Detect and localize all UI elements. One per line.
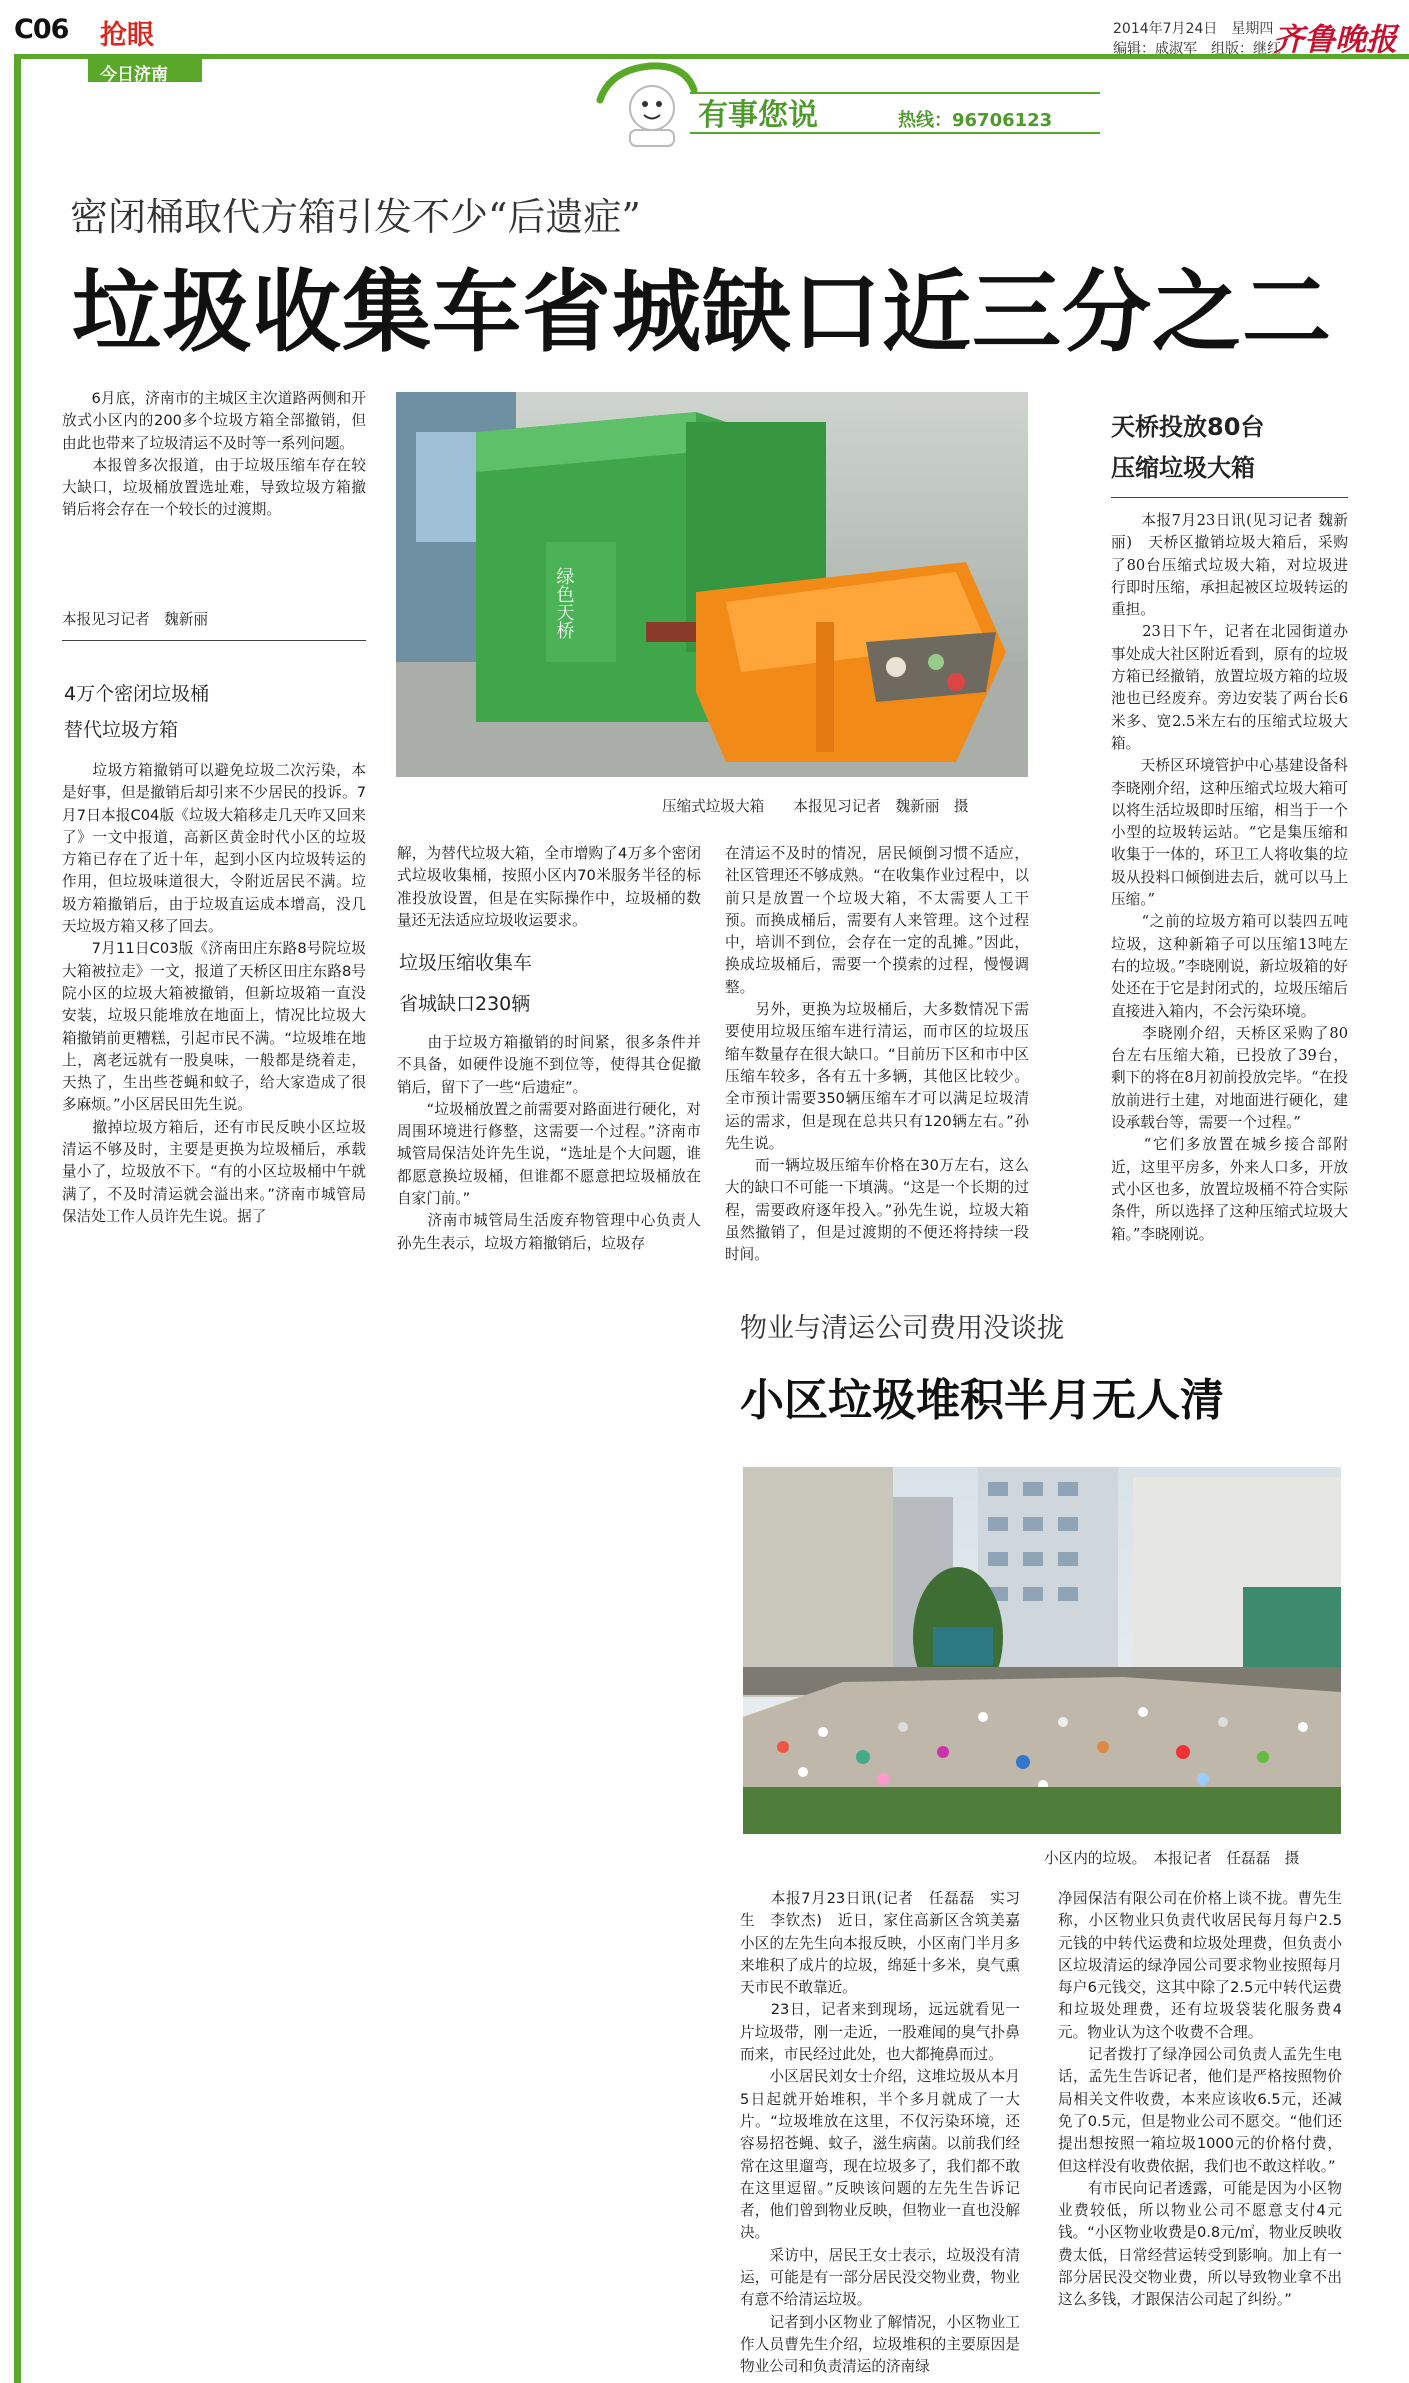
- article1-col2-body-bottom: 由于垃圾方箱撤销的时间紧，很多条件并不具备，如硬件设施不到位等，使得其仓促撤销后，留下了一些“后遗症”。 “垃圾桶放置之前需要对路面进行硬化，对周围环境进行修整，这需要一个过程。”济南市城管局保洁处许先生说，“选址是个大问题，谁都愿意换垃圾桶，但谁都不愿意把垃圾桶放在自家门前。” 济南市城管局生活废弃物管理中心负责人孙先生表示，垃圾方箱撤销后，垃圾存: [397, 1034, 701, 1252]
- article1-subhead2-line2: 省城缺口230辆: [399, 993, 531, 1015]
- article1-subhead1-line2: 替代垃圾方箱: [64, 719, 179, 741]
- editors-line: 编辑：戚淑军 组版：继红: [1113, 41, 1281, 57]
- compressor-photo-caption: 压缩式垃圾大箱 本报见习记者 魏新丽 摄: [662, 798, 969, 815]
- subsection-label: 今日济南: [100, 65, 168, 85]
- article2-kicker: 物业与清运公司费用没谈拢: [740, 1313, 1064, 1344]
- garbage-pile-photo-caption: 小区内的垃圾。 本报记者 任磊磊 摄: [1044, 1850, 1300, 1867]
- article1-headline: 垃圾收集车省城缺口近三分之二: [72, 260, 1332, 364]
- article1-lead: 6月底，济南市的主城区主次道路两侧和开放式小区内的200多个垃圾方箱全部撤销，但由此也带来了垃圾清运不及时等一系列问题。 本报曾多次报道，由于垃圾压缩车存在较大缺口，垃圾桶放置选址难，导致垃圾方箱撤销后将会存在一个较长的过渡期。: [62, 390, 366, 519]
- masthead-logo: 齐鲁晚报: [1273, 22, 1397, 58]
- article2-col1-body: 本报7月23日讯(记者 任磊磊 实习生 李钦杰) 近日，家住高新区含筑美嘉小区的左先生向本报反映，小区南门半月多来堆积了成片的垃圾，绵延十多米，臭气熏天市民不敢靠近。 23日，记者来到现场，远远就看见一片垃圾带，刚一走近，一股难闻的臭气扑鼻而来，市民经过此处，也大都掩鼻而过。 小区居民刘女士介绍，这堆垃圾从本月5日起就开始堆积，半个多月就成了一大片。“垃圾堆放在这里，不仅污染环境，还容易招苍蝇、蚊子，滋生病菌。以前我们经常在这里遛弯，现在垃圾多了，我们都不敢在这里逗留。”反映该问题的左先生告诉记者，他们曾到物业反映，但物业一直也没解决。 采访中，居民王女士表示，垃圾没有清运，可能是有一部分居民没交物业费，物业有意不给清运垃圾。 记者到小区物业了解情况，小区物业工作人员曹先生介绍，垃圾堆积的主要原因是物业公司和负责清运的济南绿: [740, 1890, 1020, 2376]
- sidebar-title-line1: 天桥投放80台: [1111, 413, 1265, 441]
- hotline-number: 热线：96706123: [898, 110, 1053, 131]
- article2-col2-body: 净园保洁有限公司在价格上谈不拢。曹先生称，小区物业只负责代收居民每月每户2.5元钱的中转代运费和垃圾处理费，但负责小区垃圾清运的绿净园公司要求物业按照每月每户6元钱交，这其中除了2.5元中转代运费和垃圾处理费，还有垃圾袋装化服务费4元。物业认为这个收费不合理。 记者拨打了绿净园公司负责人孟先生电话，孟先生告诉记者，他们是严格按照物价局相关文件收费，本来应该收6.5元，还减免了0.5元，但是物业公司不愿交。“他们还提出想按照一箱垃圾1000元的价格付费，但这样没有收费依据，我们也不敢这样收。” 有市民向记者透露，可能是因为小区物业费较低，所以物业公司不愿意支付4元钱。“小区物业收费是0.8元/㎡，物业反映收费太低，日常经营运转受到影响。加上有一部分居民没交物业费，所以导致物业拿不出这么多钱，才跟保洁公司起了纠纷。”: [1058, 1890, 1342, 2309]
- sidebar-body: 本报7月23日讯(见习记者 魏新丽) 天桥区撤销垃圾大箱后，采购了80台压缩式垃圾大箱，对垃圾进行即时压缩，承担起被区垃圾转运的重担。 23日下午，记者在北园街道办事处成大社区附近看到，原有的垃圾方箱已经撤销，放置垃圾方箱的垃圾池也已经废弃。旁边安装了两台长6米多、宽2.5米左右的压缩式垃圾大箱。 天桥区环境管护中心基建设备科李晓刚介绍，这种压缩式垃圾大箱可以将生活垃圾即时压缩，相当于一个小型的垃圾转运站。“它是集压缩和收集于一体的，环卫工人将收集的垃圾从投料口倾倒进去后，就可以马上压缩。” “之前的垃圾方箱可以装四五吨垃圾，这种新箱子可以压缩13吨左右的垃圾。”李晓刚说，新垃圾箱的好处还在于它是封闭式的，垃圾压缩后直接进入箱内，不会污染环境。 李晓刚介绍，天桥区采购了80台左右压缩大箱，已投放了39台，剩下的将在8月初前投放完毕。“在投放前进行土建，对地面进行硬化，建设承载台等，需要一个过程。” “它们多放置在城乡接合部附近，这里平房多，外来人口多，开放式小区也多，放置垃圾桶不符合实际条件，所以选择了这种压缩式垃圾大箱。”李晓刚说。: [1111, 512, 1348, 1243]
- article2-headline: 小区垃圾堆积半月无人清: [740, 1375, 1224, 1426]
- section-title: 抢眼: [100, 20, 154, 51]
- issue-date: 2014年7月24日 星期四: [1113, 21, 1274, 37]
- sidebar-title-line2: 压缩垃圾大箱: [1111, 454, 1255, 482]
- left-side-rule: [14, 54, 21, 2383]
- page-code: C06: [14, 14, 69, 45]
- article1-kicker: 密闭桶取代方箱引发不少“后遗症”: [70, 195, 641, 239]
- sidebar-rule: [1111, 497, 1348, 498]
- article1-subhead2-line1: 垃圾压缩收集车: [399, 952, 533, 974]
- article1-col3-body: 在清运不及时的情况，居民倾倒习惯不适应，社区管理还不够成熟。“在收集作业过程中，以前只是放置一个垃圾大箱，不太需要人工干预。而换成桶后，需要有人来管理。这个过程中，培训不到位，会存在一定的乱摊。”因此，换成垃圾桶后，需要一个摸索的过程，慢慢调整。 另外，更换为垃圾桶后，大多数情况下需要使用垃圾压缩车进行清运，而市区的垃圾压缩车数量存在很大缺口。“目前历下区和市中区压缩车较多，各有五十多辆，其他区比较少。全市预计需要350辆压缩车才可以满足垃圾清运的需求，但是现在总共只有120辆左右。”孙先生说。 而一辆垃圾压缩车价格在30万左右，这么大的缺口不可能一下填满。“这是一个长期的过程，需要政府逐年投入。”孙先生说，垃圾大箱虽然撤销了，但是过渡期的不便还将持续一段时间。: [725, 845, 1029, 1264]
- compressor-illustration: [396, 392, 1028, 777]
- byline-rule: [62, 640, 366, 641]
- garbage-pile-photo: [743, 1467, 1341, 1834]
- hotline-title: 有事您说: [698, 98, 818, 133]
- garbage-pile-illustration: [743, 1467, 1341, 1834]
- article1-subhead1-line1: 4万个密闭垃圾桶: [64, 683, 210, 705]
- mascot-phone-icon: [590, 60, 700, 150]
- article1-byline: 本报见习记者 魏新丽: [62, 611, 208, 628]
- article1-col1-body: 垃圾方箱撤销可以避免垃圾二次污染，本是好事，但是撤销后却引来不少居民的投诉。7月7日本报C04版《垃圾大箱移走几天咋又回来了》一文中报道，高新区黄金时代小区的垃圾方箱已存在了近十年，起到小区内垃圾转运的作用，但垃圾味道很大，令附近居民不满。垃圾方箱撤销后，由于垃圾直运成本增高，没几天垃圾方箱又移了回去。 7月11日C03版《济南田庄东路8号院垃圾大箱被拉走》一文，报道了天桥区田庄东路8号院小区的垃圾大箱被撤销，但新垃圾箱一直没安装，垃圾只能堆放在地面上，情况比垃圾大箱撤销前更糟糕，引起市民不满。“垃圾堆在地上，离老远就有一股臭味，一般都是绕着走，天热了，生出些苍蝇和蚊子，给大家造成了很多麻烦。”小区居民田先生说。 撤掉垃圾方箱后，还有市民反映小区垃圾清运不够及时，主要是更换为垃圾桶后，承载量小了，垃圾放不下。“有的小区垃圾桶中午就满了，不及时清运就会溢出来。”济南市城管局保洁处工作人员许先生说。据了: [62, 762, 366, 1225]
- garbage-compressor-photo: [396, 392, 1028, 777]
- photo-side-text: 绿色天桥: [553, 567, 575, 639]
- article1-col2-body-top: 解，为替代垃圾大箱，全市增购了4万多个密闭式垃圾收集桶，按照小区内70米服务半径的标准投放设置，但是在实际操作中，垃圾桶的数量还无法适应垃圾收运要求。: [397, 845, 701, 929]
